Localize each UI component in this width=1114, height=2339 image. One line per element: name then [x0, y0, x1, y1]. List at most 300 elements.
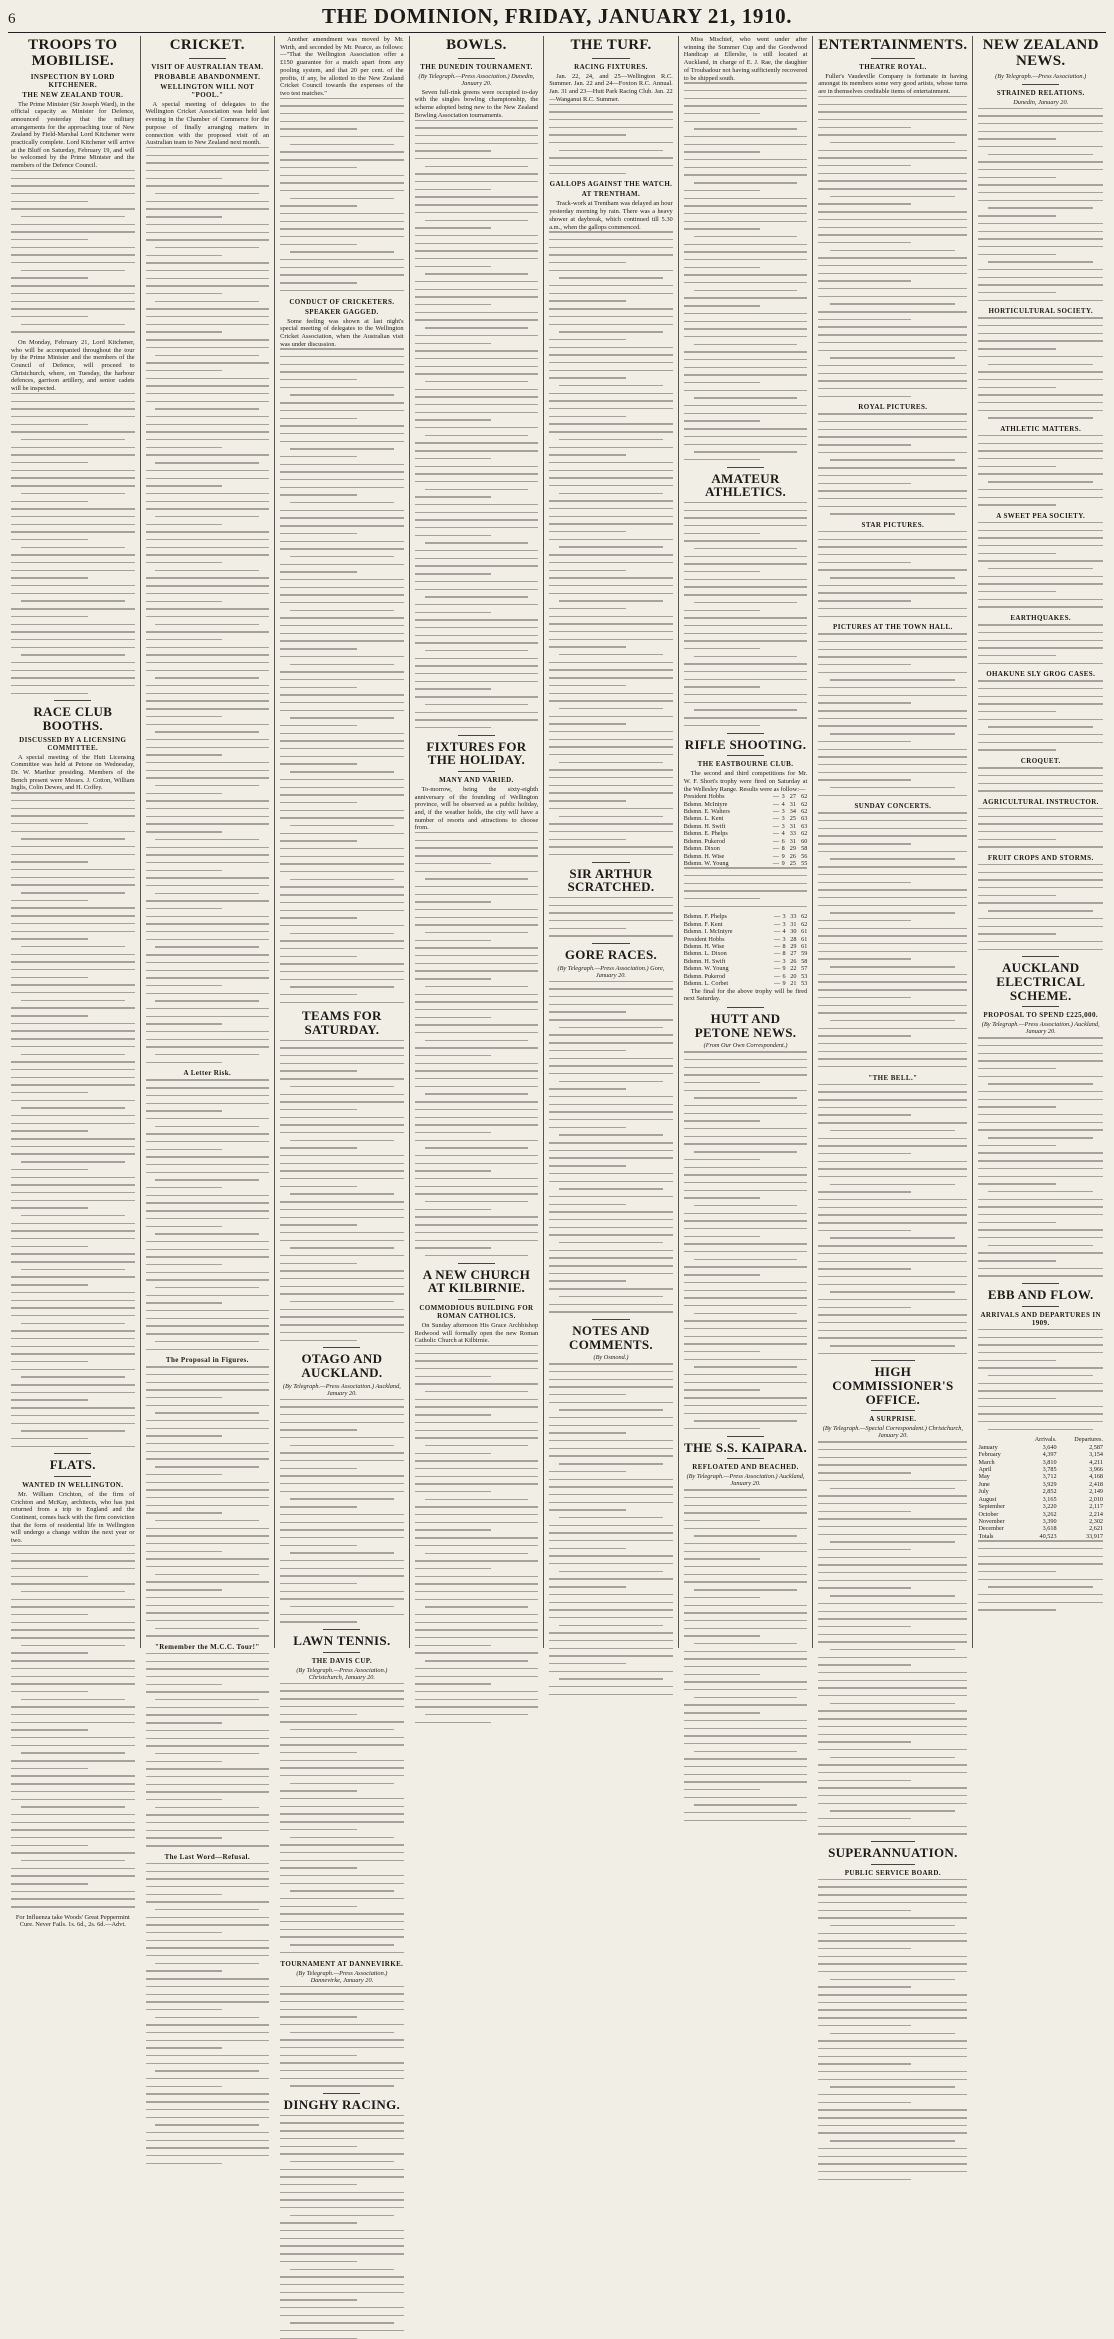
text-line [146, 208, 270, 209]
text-line [415, 1216, 539, 1217]
text-line [21, 1645, 125, 1646]
text-line [549, 1440, 673, 1441]
text-line [978, 1145, 1055, 1146]
text-line [280, 1883, 404, 1884]
divider [871, 1864, 916, 1865]
article-subheading: RACING FIXTURES. [574, 62, 648, 71]
dateline: (By Telegraph.—Press Association.) Auckland, January 20. [686, 1473, 805, 1488]
text-line [146, 1458, 270, 1459]
text-line [11, 1138, 135, 1139]
article-headline: BOWLS. [446, 37, 507, 53]
text-line [684, 890, 808, 891]
text-line [11, 524, 135, 525]
text-line [280, 2016, 357, 2017]
text-line [684, 1082, 761, 1083]
text-line [280, 840, 357, 841]
text-line [818, 1191, 910, 1192]
text-line [280, 1737, 404, 1738]
text-line [415, 396, 539, 397]
article-body-text [280, 98, 404, 292]
text-line [280, 2009, 404, 2010]
text-line [155, 355, 259, 356]
text-line [549, 293, 673, 294]
divider [727, 1436, 764, 1437]
text-line [559, 1463, 663, 1464]
text-line [415, 1140, 539, 1141]
text-line [11, 1346, 135, 1347]
column-1 [6, 36, 141, 1928]
text-line [146, 293, 223, 294]
article-headline: A NEW CHURCH AT KILBIRNIE. [422, 1266, 531, 1296]
text-line [11, 401, 135, 402]
text-line [818, 1940, 967, 1941]
text-line [684, 702, 808, 703]
text-line [280, 1790, 357, 1791]
text-line [549, 1609, 673, 1610]
table-cell: — [773, 950, 781, 958]
text-line [549, 662, 673, 663]
text-line [290, 879, 394, 880]
text-line [818, 1641, 967, 1642]
text-line [146, 1039, 270, 1040]
divider [54, 700, 91, 701]
text-line [425, 1660, 529, 1661]
text-line [978, 177, 1055, 178]
text-line [978, 522, 1103, 523]
text-line [818, 795, 967, 796]
text-line [818, 1994, 967, 1995]
text-line [684, 367, 808, 368]
text-line [818, 1337, 967, 1338]
table-cell: — [773, 935, 781, 943]
text-line [11, 1223, 135, 1224]
text-line [11, 570, 135, 571]
text-line [155, 1466, 259, 1467]
text-line [549, 1602, 673, 1603]
text-line [280, 1775, 404, 1776]
text-line [549, 1640, 673, 1641]
table-row [684, 838, 808, 845]
table-cell: February [978, 1451, 1001, 1459]
text-line [684, 867, 808, 868]
text-line [978, 1563, 1103, 1564]
text-line [146, 862, 270, 863]
text-line [11, 647, 135, 648]
text-line [978, 1275, 1103, 1276]
table-row [684, 958, 808, 965]
text-line [11, 1629, 135, 1630]
text-line [146, 847, 270, 848]
text-line [818, 1035, 910, 1036]
text-line [155, 1341, 259, 1342]
table-row [684, 793, 808, 800]
text-line [415, 427, 539, 428]
text-line [146, 1528, 270, 1529]
table-cell: 40,523 [1039, 1532, 1057, 1540]
text-line [978, 277, 1103, 278]
text-line [549, 754, 673, 755]
text-line [280, 2062, 404, 2063]
text-line [818, 119, 967, 120]
table-cell: 4,168 [1089, 1473, 1103, 1481]
text-line [818, 2109, 967, 2110]
text-line [415, 481, 539, 482]
article-body-text [415, 1345, 539, 1723]
text-line [694, 1804, 798, 1805]
text-line [146, 1264, 223, 1265]
text-line [21, 1000, 125, 1001]
article-body-text [818, 413, 967, 514]
text-line [818, 498, 967, 499]
text-line [549, 1371, 673, 1372]
text-line [415, 955, 539, 956]
text-line [155, 839, 259, 840]
table-cell: — [772, 793, 780, 801]
text-line [11, 1606, 135, 1607]
text-line [415, 1691, 539, 1692]
text-line [684, 1728, 808, 1729]
text-line [978, 583, 1103, 584]
text-line [549, 1050, 626, 1051]
text-line [11, 1676, 135, 1677]
text-line [290, 2215, 394, 2216]
text-line [988, 568, 1093, 569]
table-cell: 57 [801, 965, 808, 973]
article-subheading: SPEAKER GAGGED. [305, 307, 379, 316]
text-line [11, 693, 88, 694]
text-line [11, 1706, 135, 1707]
text-line [21, 1107, 125, 1108]
text-line [11, 1691, 88, 1692]
text-line [146, 823, 270, 824]
text-line [694, 1420, 798, 1421]
text-line [830, 1703, 955, 1704]
text-line [818, 1687, 967, 1688]
text-line [280, 259, 404, 260]
text-line [415, 712, 539, 713]
text-line [155, 1963, 259, 1964]
text-line [684, 1251, 808, 1252]
text-line [21, 1752, 125, 1753]
text-line [549, 339, 626, 340]
text-line [818, 475, 967, 476]
table-cell: 62 [801, 808, 808, 816]
text-line [684, 1182, 808, 1183]
text-line [11, 1891, 135, 1892]
text-line [146, 1738, 270, 1739]
text-line [155, 893, 259, 894]
text-line [290, 986, 394, 987]
text-line [684, 1243, 808, 1244]
text-line [415, 1224, 539, 1225]
text-line [549, 531, 626, 532]
text-line [146, 1970, 223, 1971]
text-line [280, 487, 404, 488]
text-line [818, 173, 967, 174]
text-line [684, 633, 808, 634]
text-line [415, 189, 492, 190]
article-subheading: VISIT OF AUSTRALIAN TEAM. [151, 62, 264, 71]
text-line [978, 941, 1103, 942]
text-line [978, 926, 1103, 927]
text-line [978, 325, 1103, 326]
text-line [11, 1092, 88, 1093]
table-cell: — [772, 808, 780, 816]
text-line [280, 1316, 404, 1317]
text-line [415, 150, 492, 151]
text-line [549, 1104, 673, 1105]
text-line [146, 931, 270, 932]
text-line [11, 301, 135, 302]
text-line [280, 856, 404, 857]
text-line [146, 1845, 270, 1846]
text-line [11, 501, 88, 502]
table-cell: 20 [790, 972, 797, 980]
text-line [146, 2078, 270, 2079]
text-line [11, 1845, 88, 1846]
text-line [11, 1384, 135, 1385]
text-line [280, 1798, 404, 1799]
text-line [146, 1776, 270, 1777]
text-line [146, 808, 270, 809]
text-line [818, 2002, 967, 2003]
text-line [559, 1625, 663, 1626]
text-line [146, 1302, 223, 1303]
text-line [415, 135, 539, 136]
text-line [11, 1015, 88, 1016]
text-line [146, 631, 270, 632]
text-line [146, 2009, 223, 2010]
text-line [415, 1017, 492, 1018]
dateline: (By Telegraph.—Special Correspondent.) Christchurch, January 20. [822, 1425, 963, 1440]
text-line [146, 524, 223, 525]
text-line [280, 1324, 404, 1325]
text-line [694, 182, 798, 183]
text-line [280, 175, 404, 176]
text-line [11, 562, 135, 563]
text-line [280, 2001, 404, 2002]
text-line [818, 1284, 967, 1285]
text-line [146, 316, 270, 317]
text-line [684, 1090, 808, 1091]
text-line [549, 1004, 673, 1005]
text-line [830, 142, 955, 143]
text-line [978, 466, 1055, 467]
text-line [11, 178, 135, 179]
text-line [146, 2032, 270, 2033]
text-line [146, 662, 270, 663]
table-cell: 2,418 [1089, 1480, 1103, 1488]
table-cell: 3 [781, 815, 785, 823]
text-line [549, 585, 673, 586]
text-line [684, 1651, 808, 1652]
text-line [549, 1548, 626, 1549]
text-line [978, 719, 1103, 720]
text-line [11, 616, 88, 617]
text-line [146, 1940, 270, 1941]
text-line [694, 128, 798, 129]
text-line [280, 2330, 404, 2331]
text-line [978, 115, 1103, 116]
text-line [280, 979, 404, 980]
text-line [21, 1269, 125, 1270]
article-body-text [11, 1545, 135, 1908]
table-row [978, 1518, 1103, 1525]
text-line [280, 2024, 404, 2025]
article-headline: GORE RACES. [564, 947, 658, 963]
article-subheading: AGRICULTURAL INSTRUCTOR. [982, 797, 1099, 806]
text-line [415, 227, 492, 228]
text-line [280, 410, 404, 411]
table-cell: — [773, 913, 781, 921]
text-line [146, 370, 223, 371]
text-line [21, 547, 125, 548]
text-line [280, 1232, 404, 1233]
text-line [978, 949, 1103, 950]
text-line [11, 1783, 135, 1784]
text-line [415, 658, 539, 659]
text-line [978, 489, 1103, 490]
text-line [415, 681, 539, 682]
text-line [280, 2315, 404, 2316]
text-line [11, 1423, 135, 1424]
text-line [280, 2138, 404, 2139]
text-line [146, 331, 223, 332]
text-line [415, 1009, 539, 1010]
text-line [280, 510, 404, 511]
text-line [830, 2086, 955, 2087]
text-line [146, 501, 270, 502]
text-line [694, 1697, 798, 1698]
text-line [818, 1464, 967, 1465]
text-line [978, 123, 1103, 124]
text-line [830, 1649, 955, 1650]
text-line [415, 886, 539, 887]
text-line [280, 1698, 404, 1699]
divider [1022, 84, 1059, 85]
text-line [830, 1757, 955, 1758]
text-line [11, 1307, 135, 1308]
text-line [818, 490, 967, 491]
text-line [818, 641, 967, 642]
text-line [21, 1054, 125, 1055]
text-line [988, 154, 1093, 155]
table-cell: 3,390 [1042, 1517, 1057, 1525]
article-paragraph: Some feeling was shown at last night's special meeting of delegates to the Wellington Cricket Association, when the Australian visit was under discussion. [280, 317, 404, 348]
text-line [280, 648, 357, 649]
text-line [415, 343, 492, 344]
text-line [978, 591, 1055, 592]
text-line [549, 119, 673, 120]
text-line [549, 354, 673, 355]
text-line [280, 710, 404, 711]
text-line [280, 587, 404, 588]
divider [323, 1629, 360, 1630]
text-line [415, 642, 539, 643]
text-line [280, 1560, 404, 1561]
text-line [415, 442, 539, 443]
text-line [549, 1042, 673, 1043]
divider [592, 1319, 629, 1320]
text-line [146, 178, 223, 179]
text-line [988, 1586, 1093, 1587]
text-line [146, 700, 270, 701]
text-line [818, 616, 967, 617]
text-line [146, 1558, 270, 1559]
text-line [549, 905, 673, 906]
text-line [684, 305, 761, 306]
text-line [684, 1774, 808, 1775]
text-line [280, 1598, 404, 1599]
text-line [978, 192, 1103, 193]
article-body-text [11, 393, 135, 694]
table-row [684, 950, 808, 957]
text-line [978, 879, 1103, 880]
text-line [684, 159, 808, 160]
text-line [280, 702, 404, 703]
text-line [830, 1184, 955, 1185]
text-line [280, 282, 357, 283]
text-line [830, 357, 955, 358]
table-cell: March [978, 1458, 995, 1466]
text-line [978, 1122, 1103, 1123]
text-line [978, 184, 1103, 185]
text-line [818, 96, 967, 97]
text-line [280, 617, 404, 618]
text-line [280, 1936, 404, 1937]
text-line [11, 1791, 135, 1792]
text-line [684, 274, 808, 275]
text-line [684, 679, 808, 680]
table-cell: 3,165 [1042, 1495, 1057, 1503]
text-line [146, 562, 223, 563]
text-line [818, 265, 967, 266]
article-body-text [146, 147, 270, 1063]
table-cell: 27 [790, 950, 797, 958]
text-line [549, 1694, 673, 1695]
text-line [146, 270, 270, 271]
text-line [818, 812, 967, 813]
text-line [684, 151, 761, 152]
text-line [146, 1986, 270, 1987]
text-line [549, 1509, 626, 1510]
text-line [818, 1012, 967, 1013]
text-line [978, 1413, 1103, 1414]
text-line [425, 704, 529, 705]
text-line [280, 971, 404, 972]
text-line [280, 1714, 357, 1715]
text-line [280, 1690, 404, 1691]
text-line [684, 328, 808, 329]
text-line [818, 1214, 967, 1215]
text-line [11, 677, 135, 678]
text-line [290, 251, 394, 252]
text-line [290, 1140, 394, 1141]
text-line [978, 767, 1103, 768]
text-line [146, 985, 223, 986]
text-line [830, 787, 955, 788]
text-line [21, 1430, 125, 1431]
table-row [684, 980, 808, 987]
text-line [155, 2124, 259, 2125]
divider [1022, 1283, 1059, 1284]
divider [458, 1299, 495, 1300]
text-line [280, 625, 404, 626]
table-cell: 3,929 [1042, 1480, 1057, 1488]
text-line [11, 277, 88, 278]
table-cell: 9 [781, 852, 785, 860]
text-line [280, 113, 404, 114]
